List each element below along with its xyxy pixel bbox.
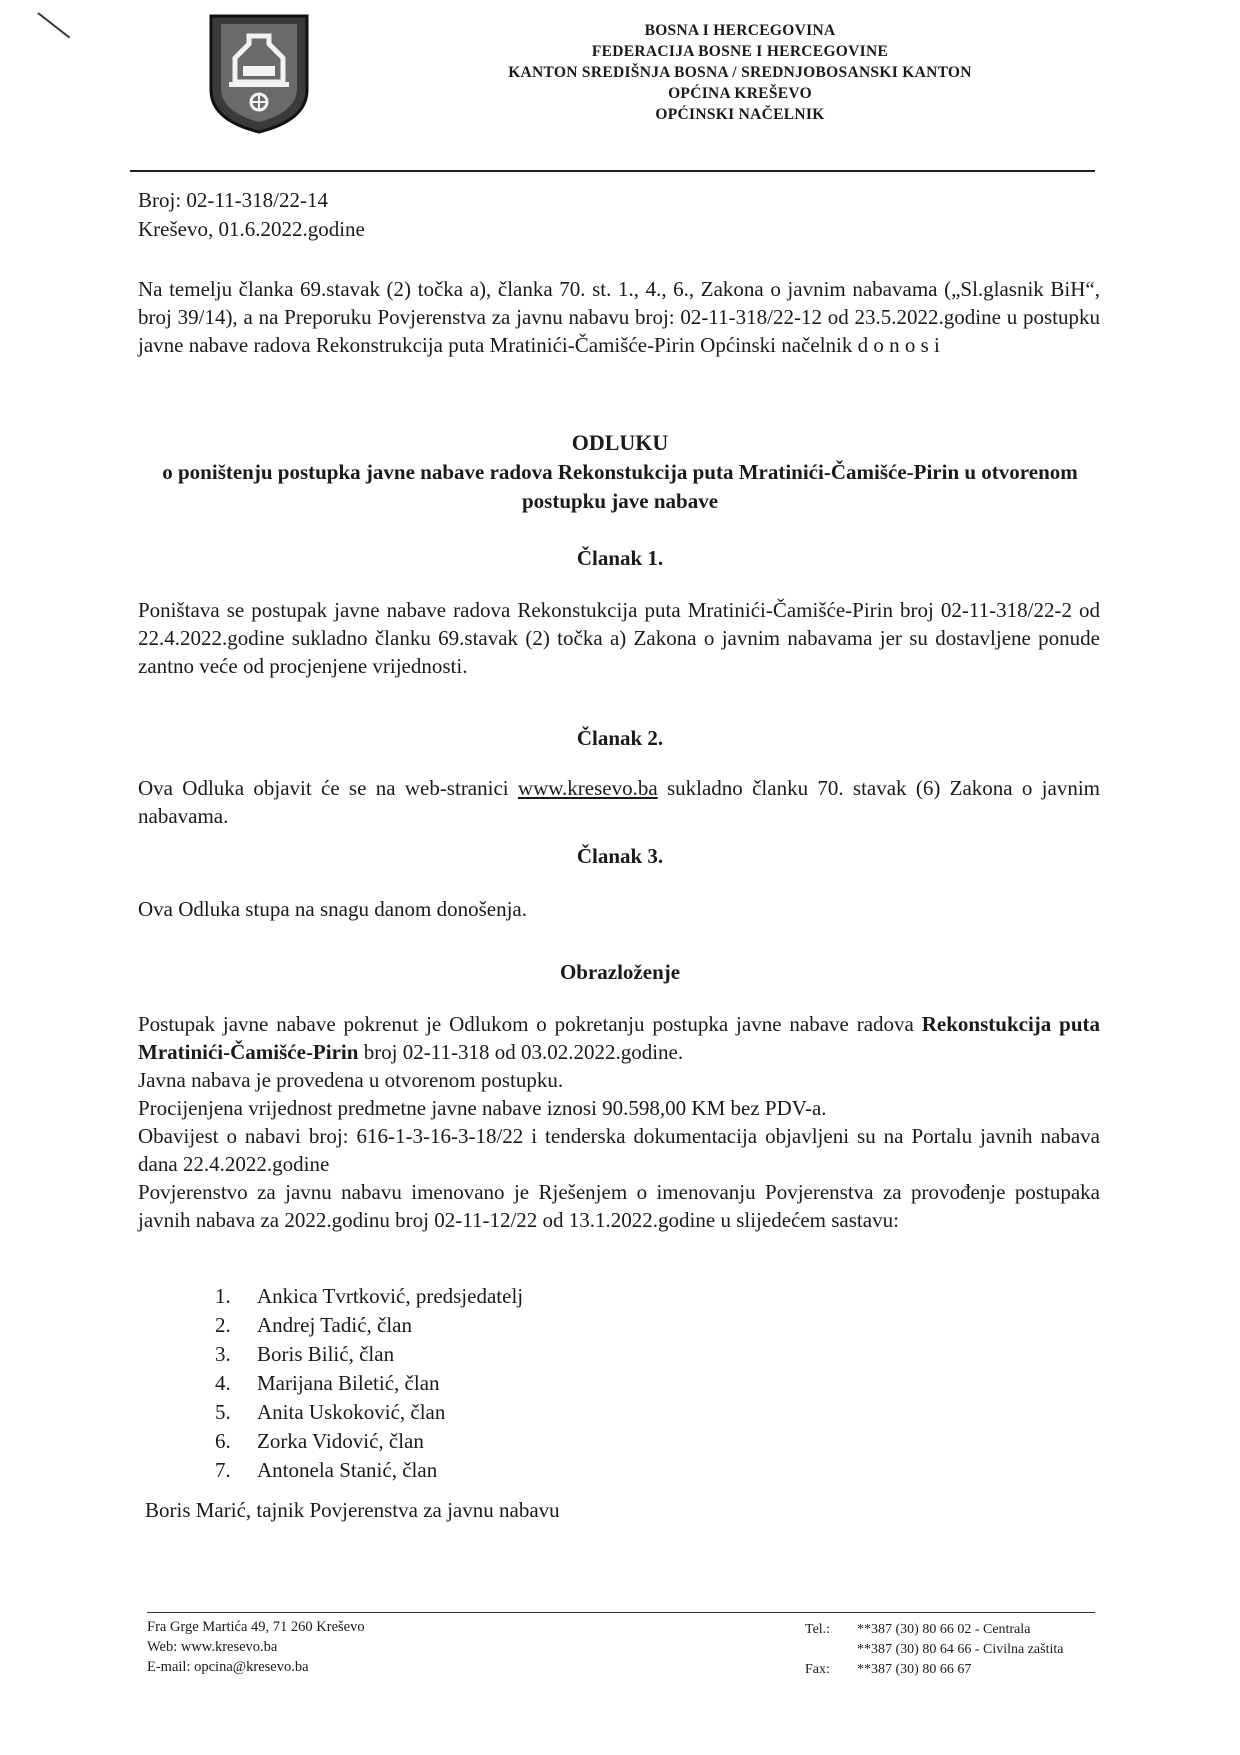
explanation-paragraph: Povjerenstvo za javnu nabavu imenovano je Rješenjem o imenovanju Povjerenstva za provođenje postupaka javnih nabava za 2022.godinu broj 02-11-12/22 od 13.1.2022.godine u slijedećem sastavu: xyxy=(138,1180,1100,1232)
reference-number: Broj: 02-11-318/22-14 xyxy=(138,188,328,212)
fax-number: **387 (30) 80 66 67 xyxy=(857,1662,972,1677)
article-2-text-end: sukladno članku 70. stavak (6) Zakona o javnim nabavama. xyxy=(138,776,1100,828)
explanation-paragraph: Procijenjena vrijednost predmetne javne nabave iznosi 90.598,00 KM bez PDV-a. xyxy=(138,1096,827,1120)
list-item-name: Zorka Vidović, član xyxy=(257,1429,424,1453)
list-item xyxy=(215,1427,523,1456)
tel-label: Tel.: xyxy=(805,1622,831,1637)
list-item-number: 5. xyxy=(215,1400,231,1424)
committee-secretary: Boris Marić, tajnik Povjerenstva za javnu nabavu xyxy=(145,1498,560,1522)
letterhead-line: OPĆINSKI NAČELNIK xyxy=(655,106,825,123)
header-divider xyxy=(130,170,1095,172)
list-item-name: Marijana Biletić, član xyxy=(257,1371,440,1395)
explanation-paragraph: Obavijest o nabavi broj: 616-1-3-16-3-18/22 i tenderska dokumentacija objavljeni su na Portalu javnih nabava dana 22.4.2022.godine xyxy=(138,1124,1100,1176)
list-item xyxy=(215,1369,523,1398)
list-item xyxy=(215,1282,523,1311)
article-1-text: Poništava se postupak javne nabave radova Rekonstukcija puta Mratinići-Čamišće-Pirin broj 02-11-318/22-2 od 22.4.2022.godine sukladno članku 69.stavak (2) točka a) Zakona o javnim nabavama jer su dostavljene ponude zantno veće od procjenjene vrijednosti. xyxy=(138,598,1100,678)
explanation-paragraph xyxy=(138,1010,1100,1066)
letterhead-line: OPĆINA KREŠEVO xyxy=(668,85,812,102)
list-item-name: Ankica Tvrtković, predsjedatelj xyxy=(257,1284,524,1308)
list-item-number: 6. xyxy=(215,1429,231,1453)
list-item-number: 1. xyxy=(215,1284,231,1308)
project-name: Rekonstukcija puta Mratinići-Čamišće-Pirin xyxy=(138,1012,1100,1064)
article-2-heading: Članak 2. xyxy=(576,726,664,750)
list-item-name: Anita Uskoković, član xyxy=(257,1400,446,1424)
explanation-paragraph: Javna nabava je provedena u otvorenom postupku. xyxy=(138,1068,564,1092)
reference-date: Kreševo, 01.6.2022.godine xyxy=(138,217,365,241)
letterhead-line: FEDERACIJA BOSNE I HERCEGOVINE xyxy=(591,43,889,60)
article-1-heading: Članak 1. xyxy=(576,546,664,570)
fax-label: Fax: xyxy=(805,1662,830,1677)
article-3-heading: Članak 3. xyxy=(576,844,664,868)
footer-address: Fra Grge Martića 49, 71 260 Kreševo xyxy=(147,1619,365,1635)
list-item-number: 3. xyxy=(215,1342,231,1366)
explanation-text-part: broj 02-11-318 od 03.02.2022.godine. xyxy=(358,1040,684,1064)
tel-number: **387 (30) 80 66 02 - Centrala xyxy=(857,1622,1031,1637)
article-2-text-start: Ova Odluka objavit će se na web-stranici xyxy=(138,776,518,800)
footer-tel-row xyxy=(805,1620,1063,1640)
footer-phones xyxy=(805,1620,1063,1680)
letterhead xyxy=(440,20,1040,125)
intro-paragraph: Na temelju članka 69.stavak (2) točka a), članka 70. st. 1., 4., 6., Zakona o javnim nabavama („Sl.glasnik BiH“, broj 39/14), a na Preporuku Povjerenstva za javnu nabavu broj: 02-11-318/22-12 od 23.5.2022.godine u postupku javne nabave radova Rekonstrukcija puta Mratinići-Čamišće-Pirin Općinski načelnik d o n o s i xyxy=(138,277,1100,357)
list-item-name: Boris Bilić, član xyxy=(257,1342,395,1366)
footer-email[interactable]: E-mail: opcina@kresevo.ba xyxy=(147,1659,309,1675)
list-item-number: 4. xyxy=(215,1371,231,1395)
document-title: ODLUKU xyxy=(571,430,669,455)
footer-web[interactable]: Web: www.kresevo.ba xyxy=(147,1639,278,1655)
footer-contact xyxy=(147,1617,365,1677)
letterhead-line: KANTON SREDIŠNJA BOSNA / SREDNJOBOSANSKI KANTON xyxy=(508,64,972,81)
list-item-name: Andrej Tadić, član xyxy=(257,1313,412,1337)
explanation-heading: Obrazloženje xyxy=(559,960,681,984)
list-item-number: 2. xyxy=(215,1313,231,1337)
list-item-name: Antonela Stanić, član xyxy=(257,1458,438,1482)
list-item xyxy=(215,1398,523,1427)
website-link[interactable]: www.kresevo.ba xyxy=(517,776,658,800)
scan-mark xyxy=(37,12,70,38)
footer-divider xyxy=(147,1612,1095,1613)
tel-number: **387 (30) 80 64 66 - Civilna zaštita xyxy=(857,1642,1064,1657)
document-subtitle: o poništenju postupka javne nabave radova Rekonstukcija puta Mratinići-Čamišće-Pirin u otvorenom postupku jave nabave xyxy=(162,460,1078,513)
list-item xyxy=(215,1311,523,1340)
reference-block xyxy=(138,186,365,244)
footer-tel-row xyxy=(805,1640,1063,1660)
footer-fax-row xyxy=(805,1660,1063,1680)
letterhead-line: BOSNA I HERCEGOVINA xyxy=(644,22,836,39)
explanation-text xyxy=(138,1010,1100,1234)
committee-member-list xyxy=(215,1282,523,1485)
list-item xyxy=(215,1340,523,1369)
explanation-text-part: Postupak javne nabave pokrenut je Odlukom o pokretanju postupka javne nabave radova xyxy=(138,1012,922,1036)
article-3-text: Ova Odluka stupa na snagu danom donošenja. xyxy=(138,897,528,921)
article-2-text xyxy=(138,774,1100,830)
list-item-number: 7. xyxy=(215,1458,231,1482)
list-item xyxy=(215,1456,523,1485)
municipal-coat-of-arms-icon xyxy=(207,12,311,136)
